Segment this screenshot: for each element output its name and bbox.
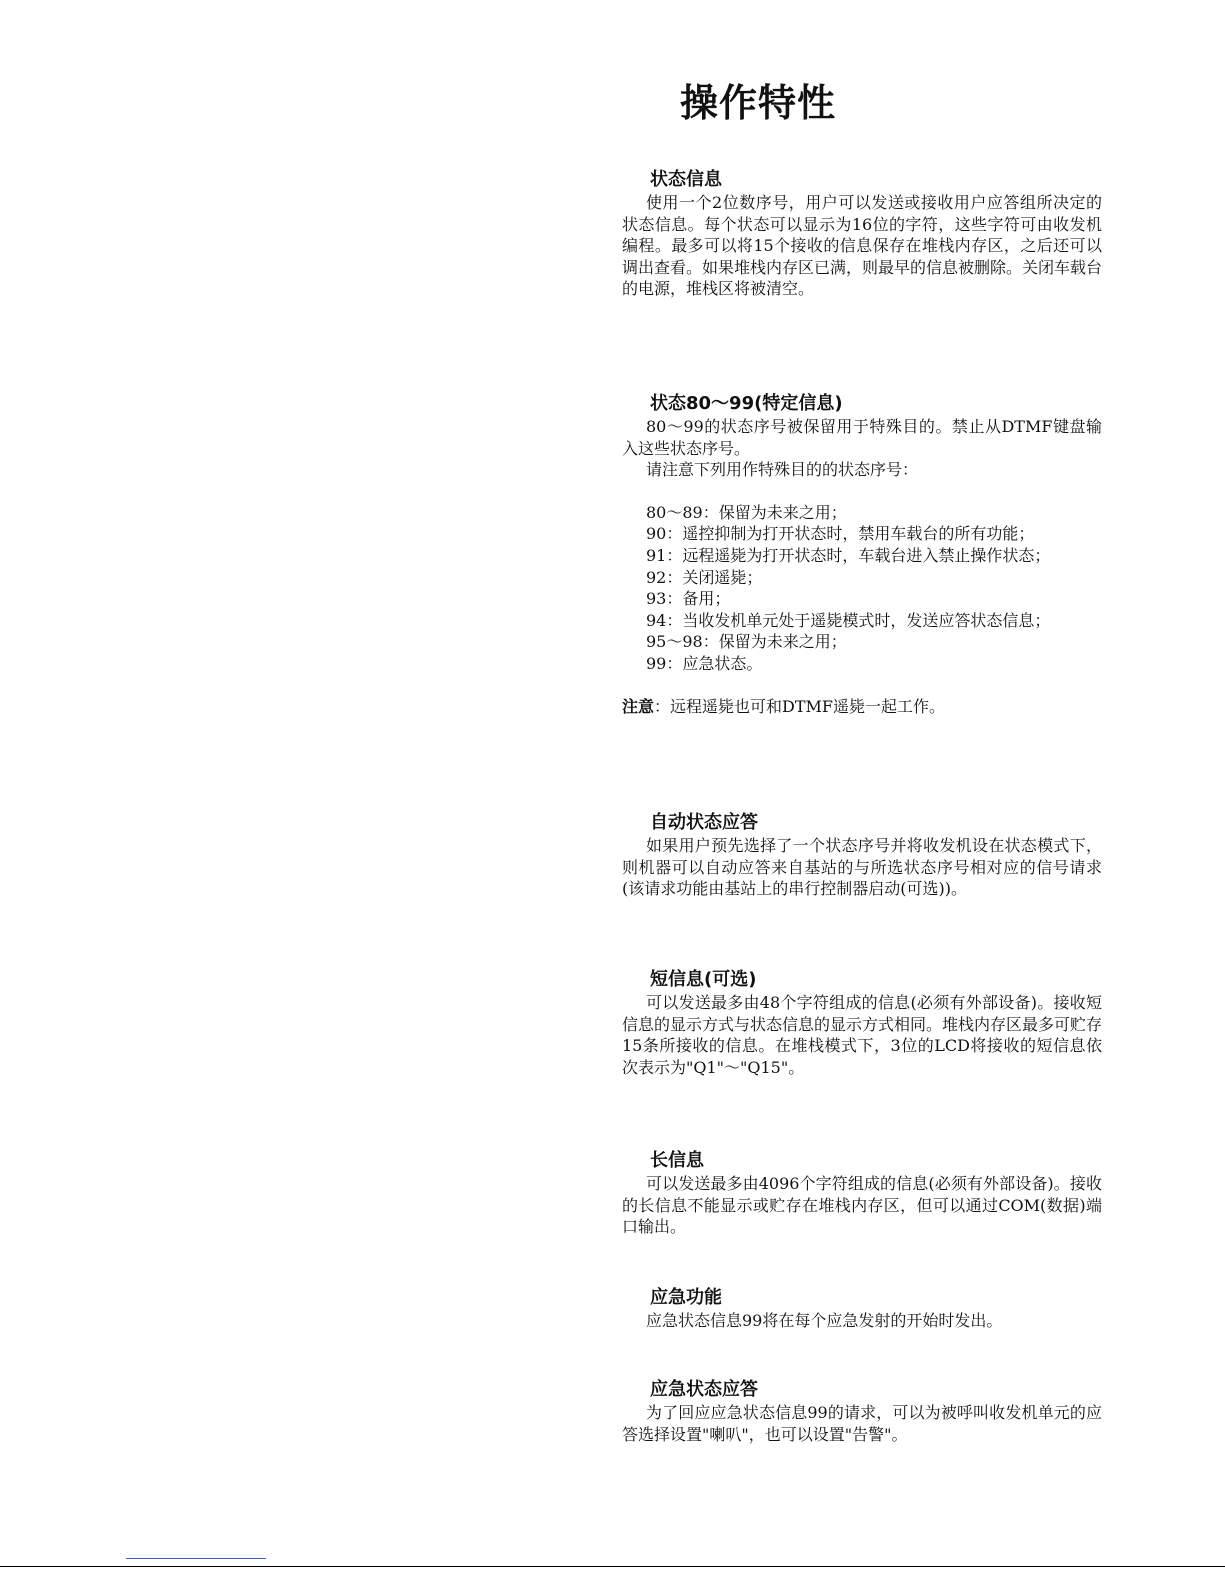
footer-link-underline: [126, 1558, 266, 1559]
section-status-special: [622, 392, 1102, 718]
section-paragraph: 应急状态信息99将在每个应急发射的开始时发出。: [646, 1311, 1003, 1330]
note: [622, 696, 1102, 718]
section-paragraph: 可以发送最多由4096个字符组成的信息(必须有外部设备)。接收的长信息不能显示或贮存在堆栈内存区，但可以通过COM(数据)端口输出。: [622, 1174, 1102, 1237]
section-paragraph: 80～99的状态序号被保留用于特殊目的。禁止从DTMF键盘输入这些状态序号。: [622, 417, 1102, 458]
section-heading: 状态80～99(特定信息): [650, 393, 843, 414]
page-title: 操作特性: [680, 81, 837, 125]
note-text: ：远程遥毙也可和DTMF遥毙一起工作。: [654, 696, 946, 716]
footer-rule: [0, 1566, 1225, 1567]
section-heading: 长信息: [650, 1150, 704, 1171]
section-paragraph: 为了回应应急状态信息99的请求，可以为被呼叫收发机单元的应答选择设置"喇叭"，也可以设置"告警"。: [622, 1403, 1102, 1444]
section-auto-status: [622, 811, 1102, 900]
section-heading: 应急状态应答: [650, 1379, 758, 1400]
section-paragraph: 请注意下列用作特殊目的的状态序号：: [646, 460, 919, 480]
list-item: 91：远程遥毙为打开状态时，车载台进入禁止操作状态；: [646, 545, 1051, 565]
section-heading: 短信息(可选): [650, 969, 757, 990]
list-item: 80～89：保留为未来之用；: [646, 502, 847, 522]
list-item: 93：备用；: [646, 589, 731, 609]
special-status-list: [622, 502, 1102, 675]
list-item: 99：应急状态。: [646, 653, 763, 673]
list-item: 90：遥控抑制为打开状态时，禁用车载台的所有功能；: [646, 524, 1035, 544]
note-label: 注意: [622, 696, 655, 716]
list-item: 92：关闭遥毙；: [646, 567, 763, 587]
list-item: 94：当收发机单元处于遥毙模式时，发送应答状态信息；: [646, 610, 1051, 630]
section-long-message: [622, 1149, 1102, 1238]
section-emergency-ack: [622, 1378, 1102, 1445]
section-heading: 自动状态应答: [650, 812, 758, 833]
section-status-info: [622, 168, 1102, 300]
list-item: 95～98：保留为未来之用；: [646, 632, 847, 652]
section-emergency: [622, 1286, 1102, 1332]
section-paragraph: 使用一个2位数序号，用户可以发送或接收用户应答组所决定的状态信息。每个状态可以显示为16位的字符，这些字符可由收发机编程。最多可以将15个接收的信息保存在堆栈内存区，之后还可以调出查看。如果堆栈内存区已满，则最早的信息被删除。关闭车载台的电源，堆栈区将被清空。: [622, 193, 1103, 299]
section-paragraph: 如果用户预先选择了一个状态序号并将收发机设在状态模式下，则机器可以自动应答来自基站的与所选状态序号相对应的信号请求(该请求功能由基站上的串行控制器启动(可选))。: [622, 836, 1102, 899]
section-short-message: [622, 968, 1102, 1078]
section-heading: 状态信息: [650, 169, 722, 190]
section-heading: 应急功能: [650, 1287, 722, 1308]
section-paragraph: 可以发送最多由48个字符组成的信息(必须有外部设备)。接收短信息的显示方式与状态信息的显示方式相同。堆栈内存区最多可贮存15条所接收的信息。在堆栈模式下，3位的LCD将接收的短信息依次表示为"Q1"～"Q15"。: [622, 993, 1103, 1077]
